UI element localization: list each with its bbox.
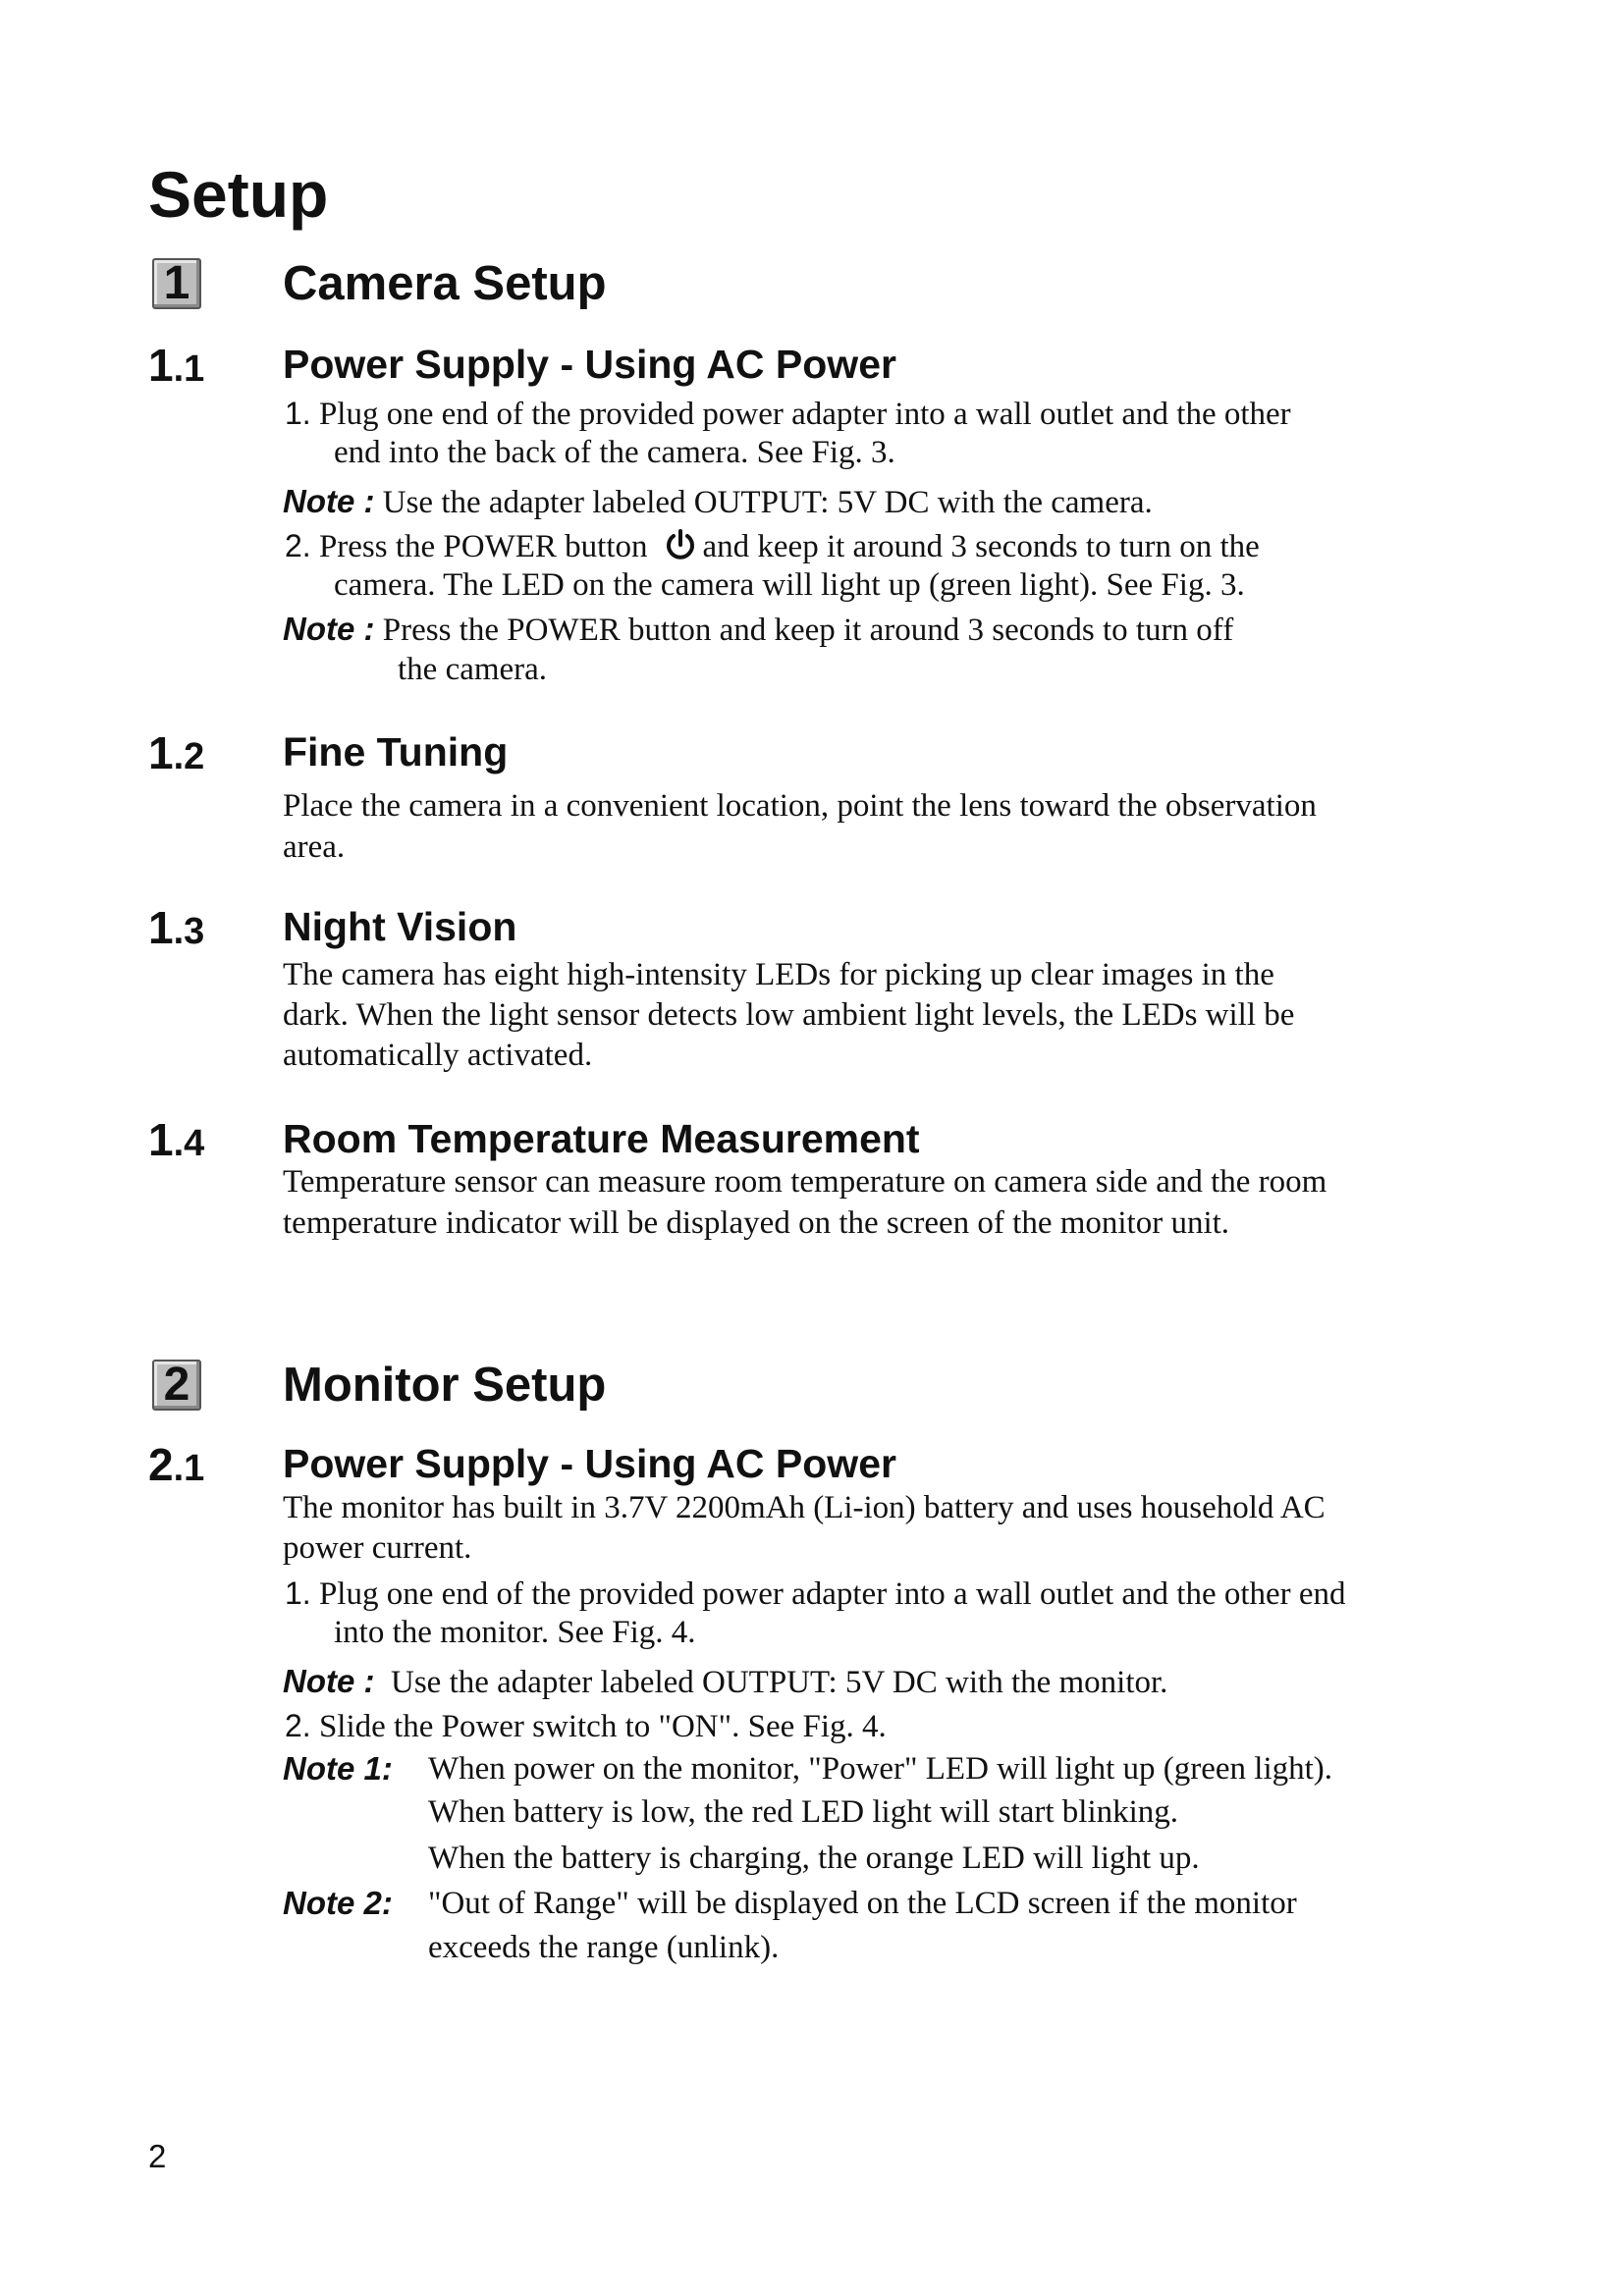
section-2-badge: 2 <box>152 1360 201 1411</box>
section-1-3-heading: Night Vision <box>283 904 517 949</box>
s21-note2-line2: exceeds the range (unlink). <box>428 1930 780 1965</box>
s14-line1: Temperature sensor can measure room temperature on camera side and the room <box>283 1164 1327 1200</box>
s11-step2-line2: camera. The LED on the camera will light up (green light). See Fig. 3. <box>334 567 1245 603</box>
note-label: Note : <box>283 1663 375 1699</box>
s21-note2-line1: "Out of Range" will be displayed on the LCD screen if the monitor <box>428 1886 1297 1921</box>
section-1-1-number: 1.1 <box>148 340 205 391</box>
section-1-3-number: 1.3 <box>148 902 205 953</box>
s21-note1-label <box>283 1749 393 1789</box>
section-1-4-heading: Room Temperature Measurement <box>283 1116 920 1161</box>
s21-note1-line3: When the battery is charging, the orange LED will light up. <box>428 1841 1200 1876</box>
section-1-badge: 1 <box>152 258 201 309</box>
section-1-2-number: 1.2 <box>148 727 205 778</box>
s21-note2-label <box>283 1884 393 1924</box>
s11-note1: Note : Use the adapter labeled OUTPUT: 5V DC with the camera. <box>283 483 1153 520</box>
s11-step1-line1: 1. Plug one end of the provided power adapter into a wall outlet and the other <box>285 396 1291 432</box>
section-2-title: Monitor Setup <box>283 1359 607 1412</box>
section-1-2-heading: Fine Tuning <box>283 729 509 774</box>
page-title: Setup <box>148 158 329 231</box>
s11-note2-line1: Note : Press the POWER button and keep it around 3 seconds to turn off <box>283 611 1234 648</box>
power-icon <box>664 528 697 561</box>
s11-note2-line2: the camera. <box>398 652 548 687</box>
s21-note1-line1: When power on the monitor, "Power" LED will light up (green light). <box>428 1751 1333 1787</box>
note-label: Note : <box>283 611 375 647</box>
section-2-1-number: 2.1 <box>148 1439 205 1490</box>
section-1-1-heading: Power Supply - Using AC Power <box>283 342 896 387</box>
s21-step2: 2. Slide the Power switch to "ON". See Fig. 4. <box>285 1708 887 1744</box>
section-1-4-number: 1.4 <box>148 1114 205 1165</box>
section-1-title: Camera Setup <box>283 257 607 310</box>
s14-line2: temperature indicator will be displayed on the screen of the monitor unit. <box>283 1205 1230 1241</box>
s21-intro-line1: The monitor has built in 3.7V 2200mAh (Li-ion) battery and uses household AC <box>283 1490 1326 1525</box>
page-number: 2 <box>148 2138 167 2174</box>
s21-step1-line2: into the monitor. See Fig. 4. <box>334 1615 696 1650</box>
s13-line2: dark. When the light sensor detects low ambient light levels, the LEDs will be <box>283 997 1295 1033</box>
s21-note1-line2: When battery is low, the red LED light will start blinking. <box>428 1794 1179 1830</box>
section-2-1-heading: Power Supply - Using AC Power <box>283 1441 896 1486</box>
s12-line1: Place the camera in a convenient location, point the lens toward the observation <box>283 788 1317 824</box>
s12-line2: area. <box>283 829 346 865</box>
s13-line1: The camera has eight high-intensity LEDs for picking up clear images in the <box>283 957 1274 992</box>
s21-note: Note : Use the adapter labeled OUTPUT: 5V DC with the monitor. <box>283 1663 1168 1700</box>
s11-step1-line2: end into the back of the camera. See Fig. 3. <box>334 435 895 470</box>
s11-step2-line1: 2. Press the POWER button and keep it around 3 seconds to turn on the <box>285 528 1260 564</box>
s21-step1-line1: 1. Plug one end of the provided power adapter into a wall outlet and the other end <box>285 1575 1346 1612</box>
s21-intro-line2: power current. <box>283 1530 472 1566</box>
note-label: Note : <box>283 483 375 519</box>
s13-line3: automatically activated. <box>283 1038 593 1073</box>
note-label: Note 2: <box>283 1885 393 1921</box>
note-label: Note 1: <box>283 1750 393 1787</box>
